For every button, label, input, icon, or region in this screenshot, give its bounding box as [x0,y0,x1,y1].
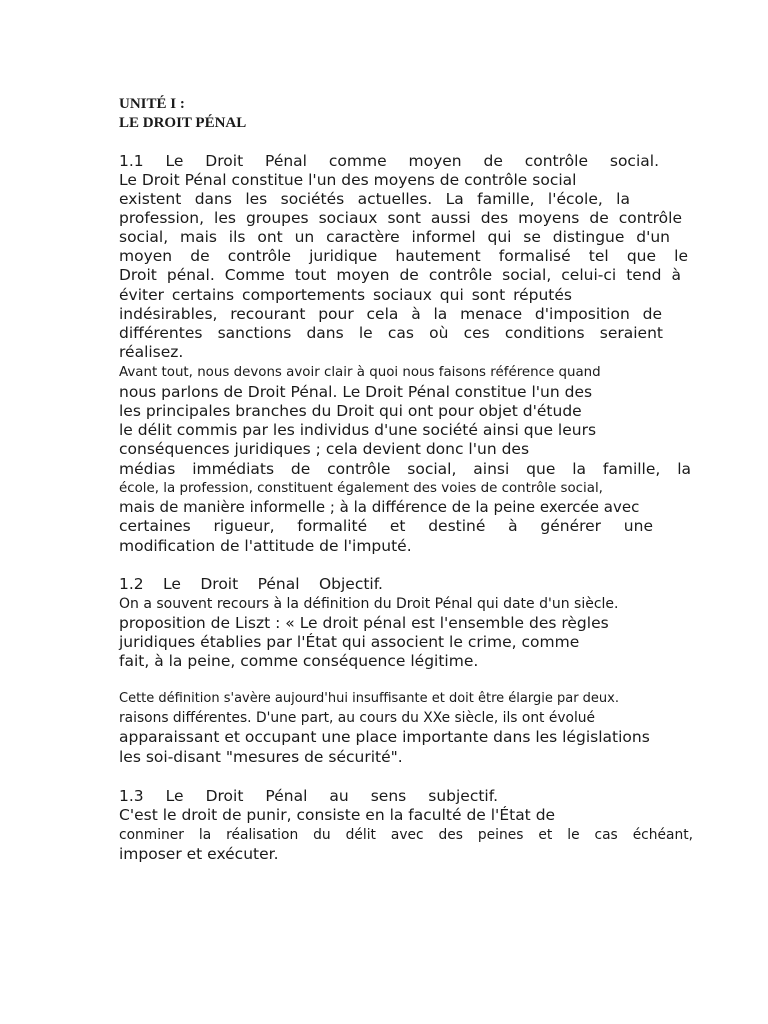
text-line: éviter certains comportements sociaux qui sont réputés [119,286,572,304]
text-line: On a souvent recours à la définition du Droit Pénal qui date d'un siècle. [119,596,619,612]
text-line: différentes sanctions dans le cas où ces conditions seraient [119,324,663,342]
text-line: indésirables, recourant pour cela à la menace d'imposition de [119,305,662,323]
text-line: apparaissant et occupant une place importante dans les législations [119,728,650,746]
text-line: Avant tout, nous devons avoir clair à quoi nous faisons référence quand [119,365,601,380]
text-line: école, la profession, constituent également des voies de contrôle social, [119,481,603,496]
text-line: réalisez. [119,343,184,361]
section-heading-1-3: 1.3 Le Droit Pénal au sens subjectif. [119,787,498,805]
text-line: certaines rigueur, formalité et destiné à générer une [119,517,653,535]
text-line: conminer la réalisation du délit avec des peines et le cas échéant, [119,827,693,843]
page-title: LE DROIT PÉNAL [119,115,247,131]
text-line: Droit pénal. Comme tout moyen de contrôle social, celui-ci tend à [119,266,681,284]
text-line: Le Droit Pénal constitue l'un des moyens de contrôle social [119,171,577,189]
text-line: proposition de Liszt : « Le droit pénal est l'ensemble des règles [119,614,609,632]
text-line: social, mais ils ont un caractère informel qui se distingue d'un [119,228,670,246]
text-line: Cette définition s'avère aujourd'hui insuffisante et doit être élargie par deux. [119,691,619,706]
text-line: raisons différentes. D'une part, au cours du XXe siècle, ils ont évolué [119,710,596,726]
text-line: les principales branches du Droit qui ont pour objet d'étude [119,402,582,420]
text-line: imposer et exécuter. [119,845,279,863]
section-heading-1-1: 1.1 Le Droit Pénal comme moyen de contrôle social. [119,152,659,170]
text-line: moyen de contrôle juridique hautement formalisé tel que le [119,247,688,265]
text-line: les soi-disant "mesures de sécurité". [119,748,403,766]
section-heading-1-2: 1.2 Le Droit Pénal Objectif. [119,575,383,593]
text-line: juridiques établies par l'État qui associent le crime, comme [119,633,580,651]
text-line: conséquences juridiques ; cela devient donc l'un des [119,440,530,458]
text-line: le délit commis par les individus d'une société ainsi que leurs [119,421,597,439]
text-line: médias immédiats de contrôle social, ainsi que la famille, la [119,460,691,478]
text-line: C'est le droit de punir, consiste en la faculté de l'État de [119,806,556,824]
text-line: existent dans les sociétés actuelles. La famille, l'école, la [119,190,630,208]
text-line: modification de l'attitude de l'imputé. [119,537,412,555]
text-line: profession, les groupes sociaux sont aussi des moyens de contrôle [119,209,682,227]
text-line: mais de manière informelle ; à la différence de la peine exercée avec [119,498,640,516]
unit-label: UNITÉ I : [119,96,185,112]
text-line: fait, à la peine, comme conséquence légitime. [119,652,479,670]
text-line: nous parlons de Droit Pénal. Le Droit Pénal constitue l'un des [119,383,593,401]
